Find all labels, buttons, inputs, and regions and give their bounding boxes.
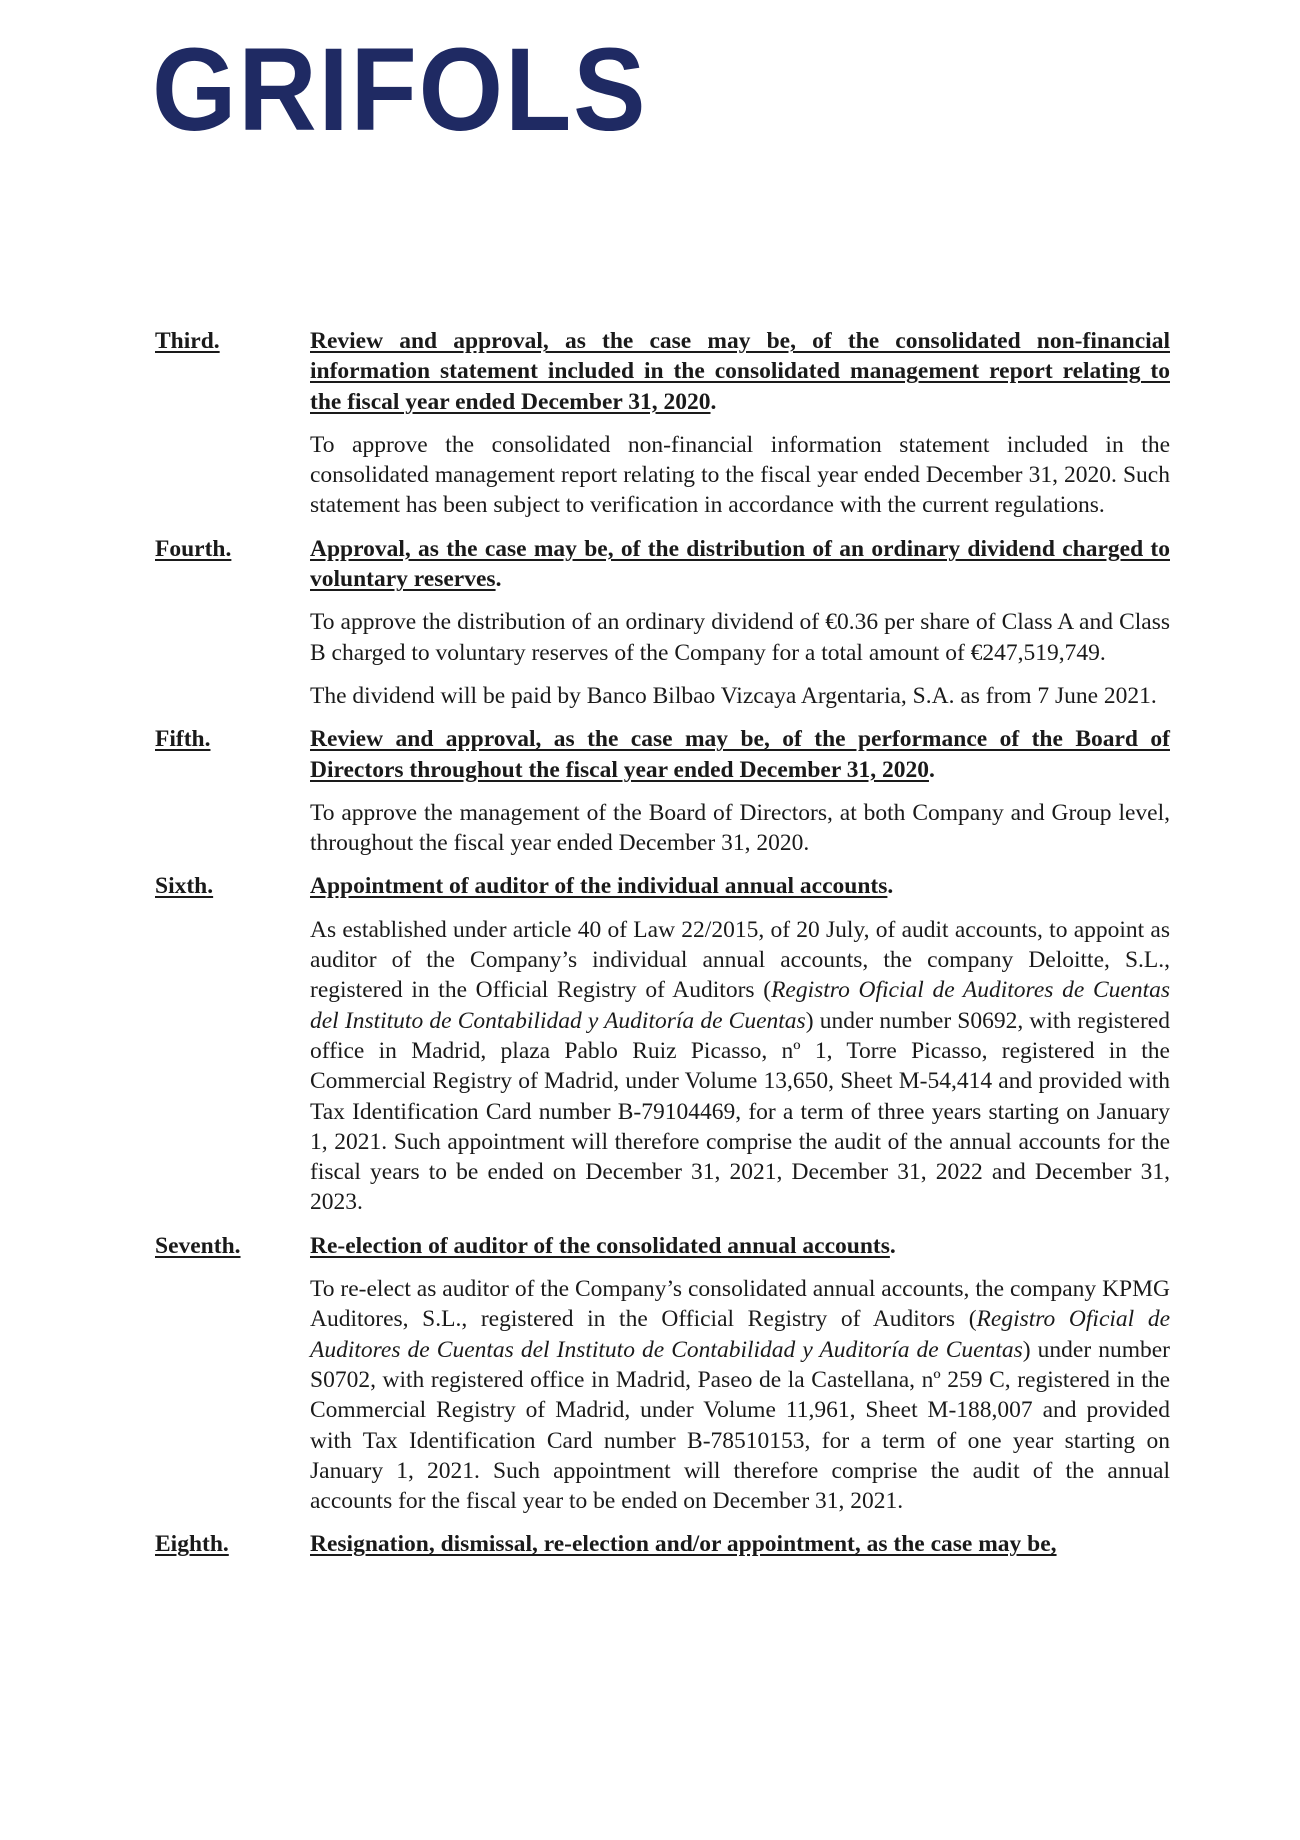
item-heading: Review and approval, as the case may be, of the consolidated non-financial information statement included in the consolidated management report relating to the fiscal year ended December 31, 2020.	[310, 328, 1170, 415]
item-heading: Review and approval, as the case may be, of the performance of the Board of Directors throughout the fiscal year ended December 31, 2020.	[310, 726, 1170, 783]
item-paragraph: To approve the distribution of an ordinary dividend of €0.36 per share of Class A and Class B charged to voluntary reserves of the Company for a total amount of €247,519,749.	[310, 609, 1170, 666]
item-label: Sixth.	[155, 873, 214, 900]
item-label: Fourth.	[155, 535, 232, 562]
item-paragraph: To re-elect as auditor of the Company’s consolidated annual accounts, the company KPMG Auditores, S.L., registered in the Official Registry of Auditors (Registro Oficial de Auditores de Cuentas del Instituto de Contabilidad y Auditoría de Cuentas) under number S0702, with registered office in Madrid, Paseo de la Castellana, nº 259 C, registered in the Commercial Registry of Madrid, under Volume 11,961, Sheet M-188,007 and provided with Tax Identification Card number B-78510153, for a term of one year starting on January 1, 2021. Such appointment will therefore comprise the audit of the annual accounts for the fiscal year to be ended on December 31, 2021.	[310, 1276, 1170, 1515]
grifols-logo	[152, 24, 690, 156]
agenda-item-sixth	[155, 871, 1170, 1230]
item-paragraph: To approve the management of the Board of Directors, at both Company and Group level, throughout the fiscal year ended December 31, 2020.	[310, 799, 1170, 857]
agenda-item-third	[155, 326, 1170, 534]
item-paragraph: To approve the consolidated non-financial information statement included in the consolidated management report relating to the fiscal year ended December 31, 2020. Such statement has been subject to verification in accordance with the current regulations.	[310, 431, 1170, 519]
item-heading: Approval, as the case may be, of the distribution of an ordinary dividend charged to voluntary reserves.	[310, 535, 1170, 593]
agenda-item-seventh	[155, 1231, 1170, 1530]
item-heading: Resignation, dismissal, re-election and/or appointment, as the case may be,	[310, 1531, 1057, 1558]
item-label: Fifth.	[155, 726, 211, 753]
logo-text: GRIFOLS	[152, 24, 648, 156]
agenda-item-fourth	[155, 534, 1170, 724]
item-label: Third.	[155, 328, 220, 354]
agenda-item-fifth	[155, 724, 1170, 871]
agenda-item-eighth	[155, 1529, 1170, 1572]
item-heading: Appointment of auditor of the individual annual accounts.	[310, 873, 894, 900]
item-paragraph: As established under article 40 of Law 22/2015, of 20 July, of audit accounts, to appoint as auditor of the Company’s individual annual accounts, the company Deloitte, S.L., registered in the Official Registry of Auditors (Registro Oficial de Auditores de Cuentas del Instituto de Contabilidad y Auditoría de Cuentas) under number S0692, with registered office in Madrid, plaza Pablo Ruiz Picasso, nº 1, Torre Picasso, registered in the Commercial Registry of Madrid, under Volume 13,650, Sheet M-54,414 and provided with Tax Identification Card number B-79104469, for a term of three years starting on January 1, 2021. Such appointment will therefore comprise the audit of the annual accounts for the fiscal years to be ended on December 31, 2021, December 31, 2022 and December 31, 2023.	[310, 916, 1170, 1216]
item-label: Eighth.	[155, 1531, 229, 1558]
agenda-items	[155, 326, 1170, 1573]
item-label: Seventh.	[155, 1232, 241, 1259]
item-heading: Re-election of auditor of the consolidated annual accounts.	[310, 1232, 896, 1259]
item-paragraph: The dividend will be paid by Banco Bilbao Vizcaya Argentaria, S.A. as from 7 June 2021.	[310, 682, 1157, 709]
